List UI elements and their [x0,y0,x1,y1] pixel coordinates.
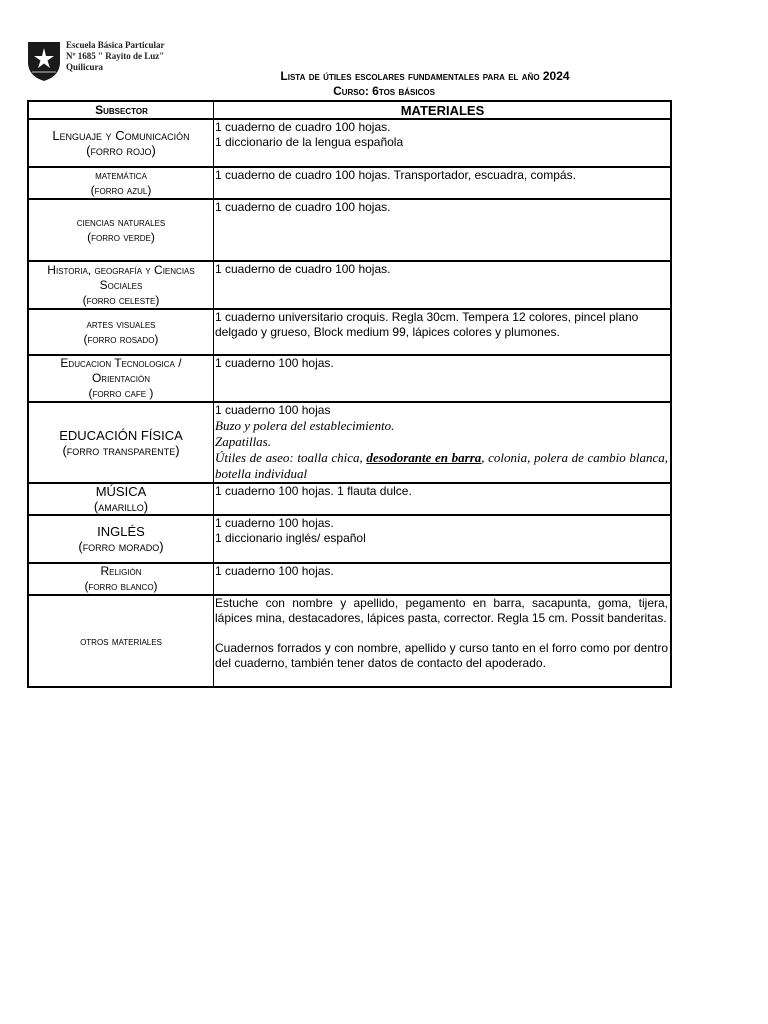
material-item: 1 cuaderno de cuadro 100 hojas. Transportador, escuadra, compás. [215,168,576,182]
material-item: Cuadernos forrados y con nombre, apellido y curso tanto en el forro como por dentro del cuaderno, también tener datos de contacto del apoderado. [215,641,668,670]
school-name-line1: Escuela Básica Particular [66,40,165,50]
materials-cell [214,309,672,355]
materials-cell [214,355,672,402]
materials-column-header: MATERIALES [214,101,672,119]
document-title: Lista de útiles escolares fundamentales para el año 2024 [280,69,570,83]
hygiene-prefix: Útiles de aseo: toalla chica, [215,450,367,465]
hygiene-highlight: desodorante en barra [366,450,482,465]
material-item: 1 cuaderno 100 hojas. [215,356,334,370]
table-row [28,199,671,261]
school-name-line3: Quilicura [66,62,104,72]
materials-cell [214,261,672,309]
subject-cell [28,595,214,687]
table-row [28,402,671,483]
material-item: 1 cuaderno de cuadro 100 hojas. [215,120,391,134]
subject-name: EDUCACIÓN FÍSICA [59,427,183,443]
subject-column-header: Subsector [28,101,214,119]
material-item: 1 diccionario inglés/ español [215,531,366,545]
subject-lining: (forro cafe ) [88,386,154,400]
course-title: Curso: 6tos básicos [333,84,435,98]
material-item: Buzo y polera del establecimiento. [215,418,395,433]
subject-lining: (forro transparente) [62,442,180,458]
subject-name: artes visuales [86,317,156,331]
subject-name: Lenguaje y Comunicación [52,128,190,143]
subject-name: ciencias naturales [76,215,166,229]
table-row [28,261,671,309]
hygiene-items [215,450,668,482]
materials-cell [214,595,672,687]
subject-name: Educacion Tecnologica / Orientación [60,356,182,385]
subject-name: matemática [95,168,147,182]
material-item: 1 cuaderno de cuadro 100 hojas. [215,200,391,214]
subject-cell [28,402,214,483]
material-item: 1 cuaderno 100 hojas [215,403,331,417]
subject-cell [28,515,214,563]
subject-name: MÚSICA [95,484,147,499]
materials-cell [214,119,672,167]
supplies-table [27,100,672,688]
material-item: 1 cuaderno 100 hojas. [215,516,334,530]
material-item: Estuche con nombre y apellido, pegamento en barra, sacapunta, goma, tijera, lápices mina, destacadores, lápices pasta, corrector. Regla 15 cm. Possit banderitas. [215,596,668,625]
subject-lining: (forro morado) [78,539,164,554]
table-header-row [28,101,671,119]
material-item: 1 cuaderno 100 hojas. 1 flauta dulce. [215,484,412,498]
school-name-line2: Nº 1685 " Rayito de Luz" [66,51,165,61]
subject-lining: (forro rosado) [83,332,159,346]
subject-lining: (amarillo) [93,499,149,514]
subject-cell [28,355,214,402]
table-row [28,355,671,402]
subject-lining: (forro blanco) [84,579,158,593]
subject-lining: (forro celeste) [82,292,160,307]
material-item: Zapatillas. [215,434,271,449]
subject-name: Religión [100,564,142,578]
table-row [28,309,671,355]
spacer [215,626,668,641]
materials-cell [214,167,672,199]
subject-cell [28,309,214,355]
subject-cell [28,261,214,309]
subject-name: Historia, geografía y Ciencias Sociales [47,262,195,292]
materials-cell [214,563,672,595]
materials-cell [214,515,672,563]
hygiene-suffix: , colonia, polera de cambio blanca, botella individual [215,450,669,481]
subject-cell [28,119,214,167]
table-row [28,119,671,167]
material-item: 1 cuaderno 100 hojas. [215,564,334,578]
subject-name: otros materiales [80,633,162,648]
subject-cell [28,563,214,595]
materials-cell [214,483,672,515]
subject-lining: (forro rojo) [86,143,156,158]
subject-name: INGLÉS [97,524,145,539]
subject-cell [28,483,214,515]
material-item: 1 cuaderno universitario croquis. Regla 30cm. Tempera 12 colores, pincel plano delgado y grueso, Block medium 99, lápices colores y plumones. [215,310,639,339]
subject-lining: (forro verde) [87,230,155,244]
table-row [28,167,671,199]
table-row [28,595,671,687]
table-row [28,515,671,563]
materials-cell [214,402,672,483]
table-row [28,563,671,595]
material-item: 1 cuaderno de cuadro 100 hojas. [215,262,391,276]
subject-lining: (forro azul) [90,183,152,197]
materials-cell [214,199,672,261]
subject-cell [28,167,214,199]
table-row [28,483,671,515]
subject-cell [28,199,214,261]
material-item: 1 diccionario de la lengua española [215,135,404,149]
